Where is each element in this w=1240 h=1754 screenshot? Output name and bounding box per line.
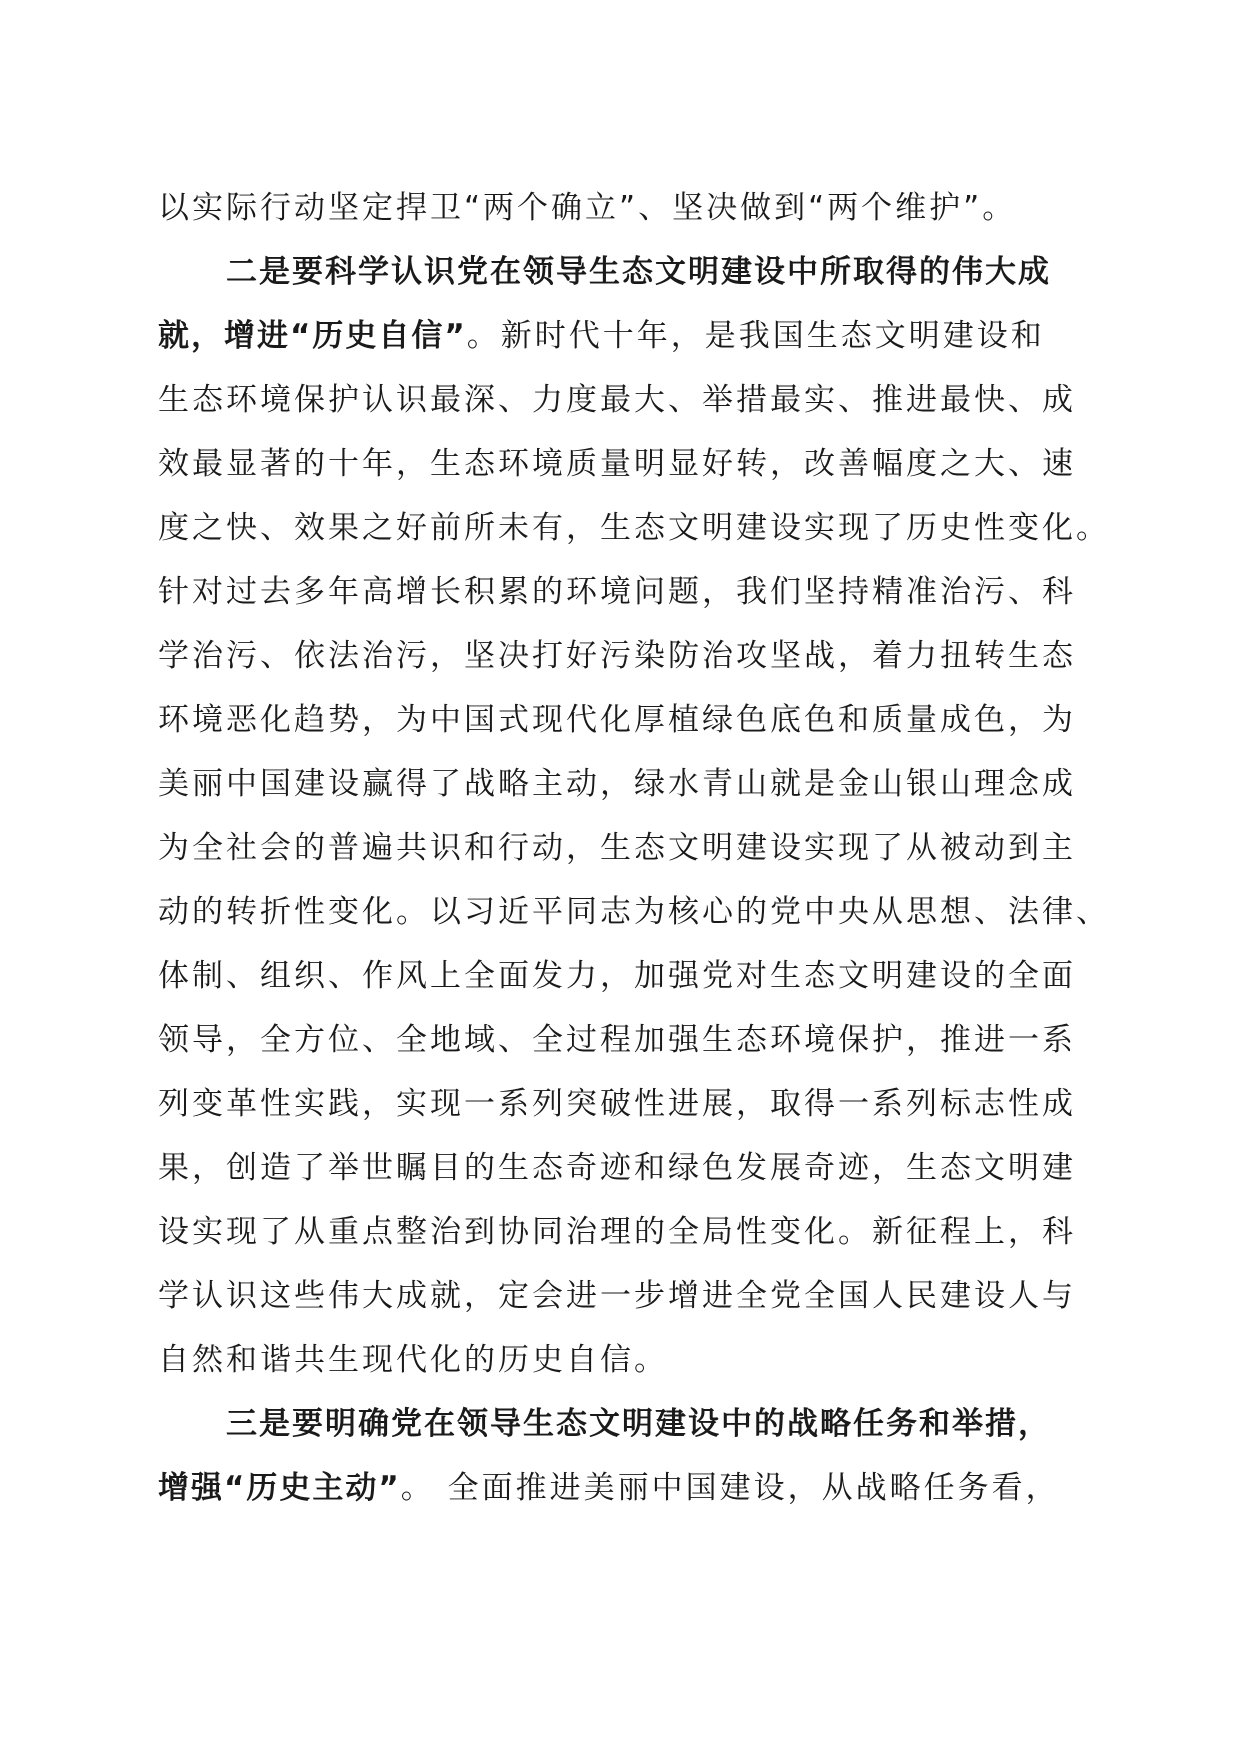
- body-line: [158, 1008, 1088, 1072]
- body-line: [158, 1328, 1088, 1392]
- section-three-heading-line: [158, 1392, 1088, 1456]
- section-three-heading-continuation: [158, 1456, 1088, 1520]
- section-two-heading: 二是要科学认识党在领导生态文明建设中所取得的伟大成: [226, 254, 1051, 290]
- line-text: 自然和谐共生现代化的历史自信。: [158, 1342, 668, 1378]
- body-line: [158, 368, 1088, 432]
- line-text: 美丽中国建设赢得了战略主动，绿水青山就是金山银山理念成: [158, 766, 1076, 802]
- line-text: 学认识这些伟大成就，定会进一步增进全党全国人民建设人与: [158, 1278, 1076, 1314]
- line-text: 体制、组织、作风上全面发力，加强党对生态文明建设的全面: [158, 958, 1076, 994]
- body-line: [158, 1136, 1088, 1200]
- line-text: 度之快、效果之好前所未有，生态文明建设实现了历史性变化。: [158, 510, 1110, 546]
- body-line: [158, 752, 1088, 816]
- line-text: 领导，全方位、全地域、全过程加强生态环境保护，推进一系: [158, 1022, 1076, 1058]
- line-text: 果，创造了举世瞩目的生态奇迹和绿色发展奇迹，生态文明建: [158, 1150, 1076, 1186]
- body-line: [158, 560, 1088, 624]
- body-line: [158, 816, 1088, 880]
- section-two-heading-continuation: [158, 304, 1088, 368]
- line-text: 设实现了从重点整治到协同治理的全局性变化。新征程上，科: [158, 1214, 1076, 1250]
- body-line: [158, 1200, 1088, 1264]
- body-line: [158, 688, 1088, 752]
- line-text: 学治污、依法治污，坚决打好污染防治攻坚战，着力扭转生态: [158, 638, 1076, 674]
- line-text: 动的转折性变化。以习近平同志为核心的党中央从思想、法律、: [158, 894, 1110, 930]
- body-line: [158, 944, 1088, 1008]
- line-text: 。 全面推进美丽中国建设，从战略任务看，: [400, 1470, 1060, 1506]
- line-text: 列变革性实践，实现一系列突破性进展，取得一系列标志性成: [158, 1086, 1076, 1122]
- section-two-heading-line: [158, 240, 1088, 304]
- line-text: 。新时代十年，是我国生态文明建设和: [466, 318, 1045, 354]
- body-line: [158, 880, 1110, 944]
- line-text: 为全社会的普遍共识和行动，生态文明建设实现了从被动到主: [158, 830, 1076, 866]
- line-text: 以实际行动坚定捍卫“两个确立”、坚决做到“两个维护”。: [158, 190, 1017, 226]
- line-text: 效最显著的十年，生态环境质量明显好转，改善幅度之大、速: [158, 446, 1076, 482]
- line-text: 环境恶化趋势，为中国式现代化厚植绿色底色和质量成色，为: [158, 702, 1076, 738]
- body-line: [158, 1264, 1088, 1328]
- line-text: 针对过去多年高增长积累的环境问题，我们坚持精准治污、科: [158, 574, 1076, 610]
- body-line: [158, 496, 1110, 560]
- body-line: [158, 624, 1088, 688]
- section-three-heading: 三是要明确党在领导生态文明建设中的战略任务和举措，: [226, 1406, 1051, 1442]
- body-line: [158, 432, 1088, 496]
- section-two-heading-end: 就，增进“历史自信”: [158, 318, 467, 354]
- section-three-heading-end: 增强“历史主动”: [158, 1470, 401, 1506]
- line-text: 生态环境保护认识最深、力度最大、举措最实、推进最快、成: [158, 382, 1076, 418]
- document-body: [158, 176, 1110, 1520]
- body-line: [158, 176, 1088, 240]
- body-line: [158, 1072, 1088, 1136]
